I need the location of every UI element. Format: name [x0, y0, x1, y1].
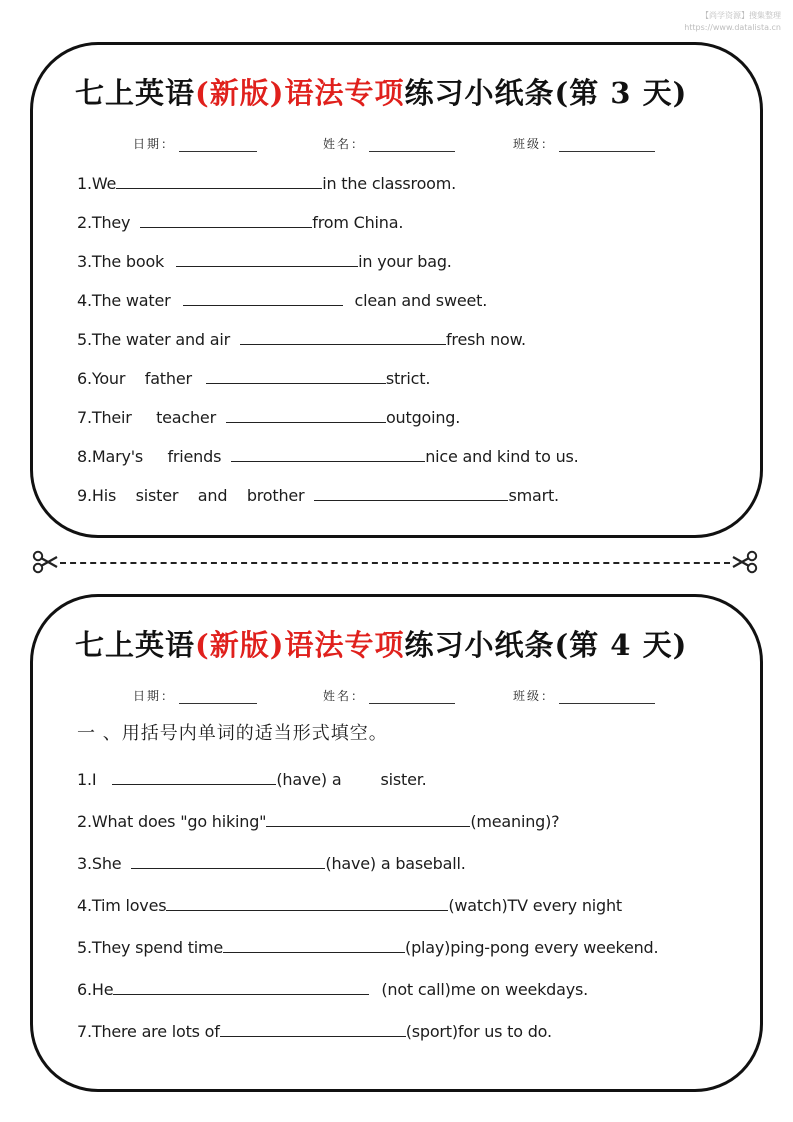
title-part1: 七上英语: [75, 76, 196, 110]
answer-blank[interactable]: [183, 288, 343, 306]
title-highlight: (新版)语法专项: [195, 76, 405, 110]
title-day: 第 3 天: [569, 76, 673, 110]
worksheet-card-day3: [30, 42, 763, 538]
scissors-icon: [32, 550, 58, 574]
answer-blank[interactable]: [223, 935, 405, 953]
answer-blank[interactable]: [266, 809, 470, 827]
student-info-row: [33, 135, 760, 155]
title-day: 第 4 天: [569, 628, 673, 662]
question-7: 7.Their teacher outgoing.: [77, 405, 460, 427]
answer-blank[interactable]: [166, 893, 448, 911]
answer-blank[interactable]: [240, 327, 446, 345]
question-2: 2.What does "go hiking" (meaning)?: [77, 809, 559, 831]
student-info-row: [33, 687, 760, 707]
answer-blank[interactable]: [131, 851, 325, 869]
question-7: 7.There are lots of (sport)for us to do.: [77, 1019, 552, 1041]
date-field[interactable]: 日期：: [133, 135, 257, 152]
date-field[interactable]: 日期：: [133, 687, 257, 704]
question-2: 2.They from China.: [77, 210, 403, 232]
dashed-line: [60, 562, 730, 564]
answer-blank[interactable]: [116, 171, 322, 189]
section-instruction: 一 、用括号内单词的适当形式填空。: [77, 723, 388, 744]
watermark: [591, 10, 781, 34]
question-3: 3.She (have) a baseball.: [77, 851, 466, 873]
title-part2: 练习小纸条(: [404, 76, 570, 110]
answer-blank[interactable]: [231, 444, 425, 462]
answer-blank[interactable]: [314, 483, 508, 501]
question-6: 6.Your father strict.: [77, 366, 430, 388]
title-highlight: (新版)语法专项: [195, 628, 405, 662]
question-1: 1.I (have) a sister.: [77, 767, 427, 789]
title-close: ): [672, 76, 688, 110]
answer-blank[interactable]: [226, 405, 386, 423]
question-4: 4.Tim loves (watch)TV every night: [77, 893, 622, 915]
question-9: 9.His sister and brother smart.: [77, 483, 559, 505]
question-3: 3.The book in your bag.: [77, 249, 452, 271]
question-5: 5.They spend time (play)ping-pong every weekend.: [77, 935, 658, 957]
watermark-url: https://www.datalista.cn: [684, 23, 781, 32]
answer-blank[interactable]: [220, 1019, 406, 1037]
title-part2: 练习小纸条(: [404, 628, 570, 662]
name-field[interactable]: 姓名：: [323, 135, 455, 152]
question-1: 1.We in the classroom.: [77, 171, 456, 193]
title-part1: 七上英语: [75, 628, 196, 662]
question-6: 6.He (not call)me on weekdays.: [77, 977, 588, 999]
question-5: 5.The water and air fresh now.: [77, 327, 526, 349]
answer-blank[interactable]: [176, 249, 358, 267]
answer-blank[interactable]: [206, 366, 386, 384]
watermark-source: 【尚学资源】搜集整理: [701, 11, 781, 20]
class-field[interactable]: 班级：: [513, 135, 655, 152]
answer-blank[interactable]: [113, 977, 369, 995]
answer-blank[interactable]: [112, 767, 276, 785]
question-8: 8.Mary's friends nice and kind to us.: [77, 444, 579, 466]
class-field[interactable]: 班级：: [513, 687, 655, 704]
worksheet-card-day4: [30, 594, 763, 1092]
cut-line: [30, 562, 760, 563]
answer-blank[interactable]: [140, 210, 312, 228]
name-field[interactable]: 姓名：: [323, 687, 455, 704]
title-close: ): [672, 628, 688, 662]
scissors-icon: [732, 550, 758, 574]
question-4: 4.The water clean and sweet.: [77, 288, 487, 310]
worksheet-title: [75, 71, 687, 112]
worksheet-title: [75, 623, 687, 664]
